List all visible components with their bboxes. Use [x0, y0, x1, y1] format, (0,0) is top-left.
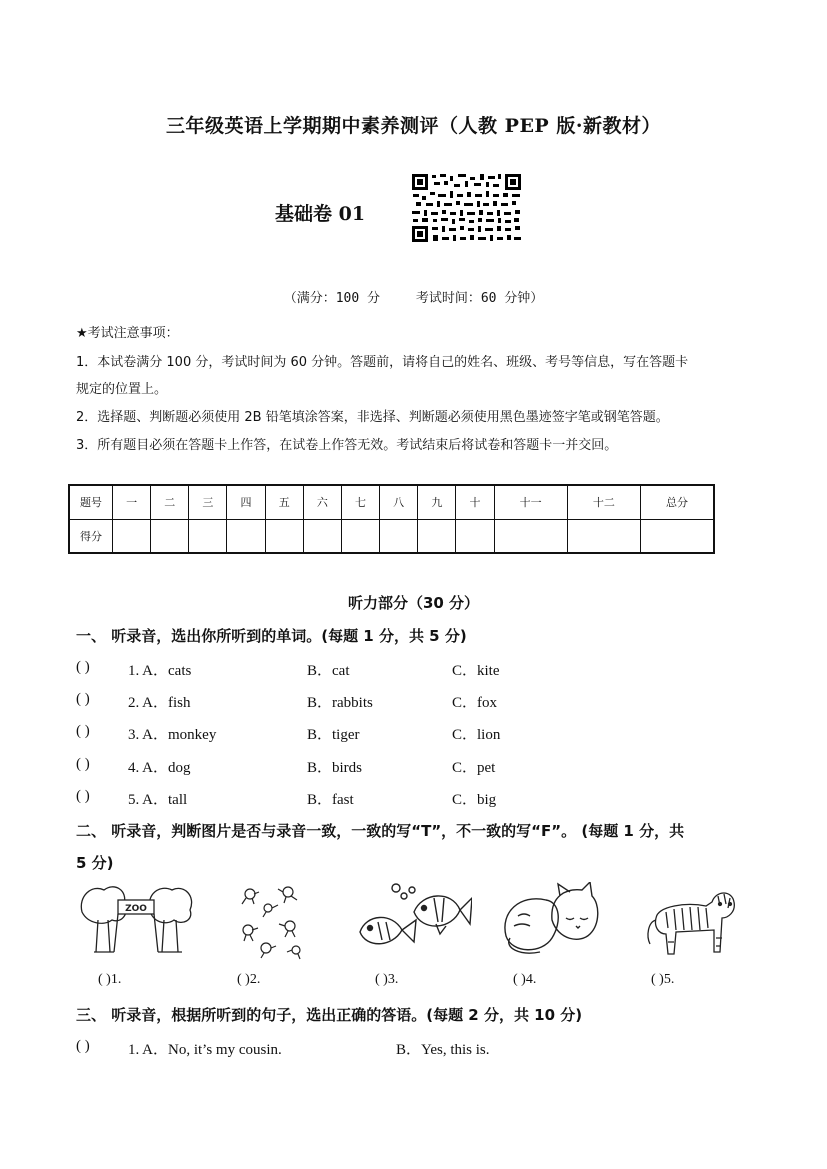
- column-header: 三: [189, 485, 227, 519]
- answer-paren: ( ): [76, 788, 90, 804]
- question-row: [76, 723, 501, 743]
- picture-answer-2: ( )2.: [237, 972, 261, 987]
- option-b: B．rabbits: [307, 695, 373, 711]
- full-score: （满分：100 分: [283, 291, 380, 306]
- column-header: 六: [303, 485, 341, 519]
- paper-title: 三年级英语上学期期中素养测评（人教 PEP 版·新教材）: [166, 115, 661, 137]
- option-a: 1. A．cats: [128, 663, 192, 679]
- option-c: C．pet: [452, 760, 496, 776]
- score-cell: [113, 519, 151, 553]
- option-b: B．cat: [307, 663, 350, 679]
- column-header: 七: [341, 485, 379, 519]
- score-table: [68, 484, 715, 554]
- picture-answer-5: ( )5.: [651, 972, 675, 987]
- notice-line-1a: 1．本试卷满分 100 分，考试时间为 60 分钟。答题前，请将自己的姓名、班级、考号等信息，写在答题卡: [76, 355, 689, 370]
- column-header: 四: [227, 485, 265, 519]
- tiger-icon: [646, 882, 736, 960]
- notice-heading: ★考试注意事项：: [76, 326, 179, 341]
- zoo-sign-icon: [78, 882, 196, 960]
- score-cell: [189, 519, 227, 553]
- option-c: C．fox: [452, 695, 498, 711]
- score-cell: [303, 519, 341, 553]
- score-cell: [494, 519, 567, 553]
- score-cell-total: [641, 519, 715, 553]
- exam-time: 考试时间：60 分钟）: [415, 291, 544, 306]
- row-label-score: 得分: [69, 519, 113, 553]
- question-row: [76, 1038, 490, 1058]
- score-cell: [567, 519, 640, 553]
- question-row: [76, 756, 496, 776]
- column-header: 十一: [494, 485, 567, 519]
- fish-icon: [356, 882, 472, 960]
- score-cell: [418, 519, 456, 553]
- option-c: C．kite: [452, 663, 500, 679]
- picture-answer-4: ( )4.: [513, 972, 537, 987]
- notice-line-3: 3．所有题目必须在答题卡上作答，在试卷上作答无效。考试结束后将试卷和答题卡一并交回。: [76, 438, 618, 453]
- column-header: 十二: [567, 485, 640, 519]
- score-cell: [227, 519, 265, 553]
- option-a: 1. A．No, it’s my cousin.: [128, 1042, 282, 1058]
- column-header: 二: [151, 485, 189, 519]
- column-header: 九: [418, 485, 456, 519]
- exam-meta: [0, 287, 827, 306]
- option-c: C．big: [452, 792, 497, 808]
- option-a: 2. A．fish: [128, 695, 191, 711]
- question-row: [76, 788, 497, 808]
- question-row: [76, 691, 498, 711]
- answer-paren: ( ): [76, 756, 90, 772]
- option-b: B．birds: [307, 760, 363, 776]
- option-b: B．fast: [307, 792, 354, 808]
- answer-paren: ( ): [76, 691, 90, 707]
- qr-code-icon: [410, 172, 523, 244]
- option-b: B．Yes, this is.: [396, 1042, 490, 1058]
- score-cell: [341, 519, 379, 553]
- column-header: 十: [456, 485, 494, 519]
- row-label-question-number: 题号: [69, 485, 113, 519]
- question-1-heading: 一、 听录音，选出你所听到的单词。(每题 1 分，共 5 分): [76, 627, 467, 645]
- score-cell: [380, 519, 418, 553]
- section-title: 听力部分（30 分）: [347, 594, 480, 612]
- question-row: [76, 659, 500, 679]
- notice-line-1b: 规定的位置上。: [76, 382, 168, 397]
- answer-paren: ( ): [76, 1038, 90, 1054]
- option-b: B．tiger: [307, 727, 360, 743]
- score-cell: [151, 519, 189, 553]
- picture-answer-1: ( )1.: [98, 972, 122, 987]
- answer-paren: ( ): [76, 659, 90, 675]
- score-cell: [265, 519, 303, 553]
- option-c: C．lion: [452, 727, 501, 743]
- column-header: 一: [113, 485, 151, 519]
- question-3-heading: 三、 听录音，根据所听到的句子，选出正确的答语。(每题 2 分，共 10 分): [76, 1006, 583, 1024]
- question-2-heading: 二、 听录音，判断图片是否与录音一致，一致的写“T”，不一致的写“F”。 (每题 1 分，共: [76, 822, 685, 840]
- paper-subtitle: 基础卷 01: [275, 203, 366, 225]
- column-header-total: 总分: [641, 485, 715, 519]
- column-header: 五: [265, 485, 303, 519]
- zoo-sign-text: ZOO: [125, 904, 147, 914]
- option-a: 5. A．tall: [128, 792, 188, 808]
- score-cell: [456, 519, 494, 553]
- birds-icon: [238, 882, 308, 960]
- sleeping-cat-icon: [500, 882, 602, 960]
- option-a: 3. A．monkey: [128, 727, 217, 743]
- notice-line-2: 2．选择题、判断题必须使用 2B 铅笔填涂答案，非选择、判断题必须使用黑色墨迹签字笔或钢笔答题。: [76, 410, 669, 425]
- column-header: 八: [380, 485, 418, 519]
- question-2-heading-cont: 5 分): [76, 854, 114, 872]
- option-a: 4. A．dog: [128, 760, 191, 776]
- answer-paren: ( ): [76, 723, 90, 739]
- picture-answer-3: ( )3.: [375, 972, 399, 987]
